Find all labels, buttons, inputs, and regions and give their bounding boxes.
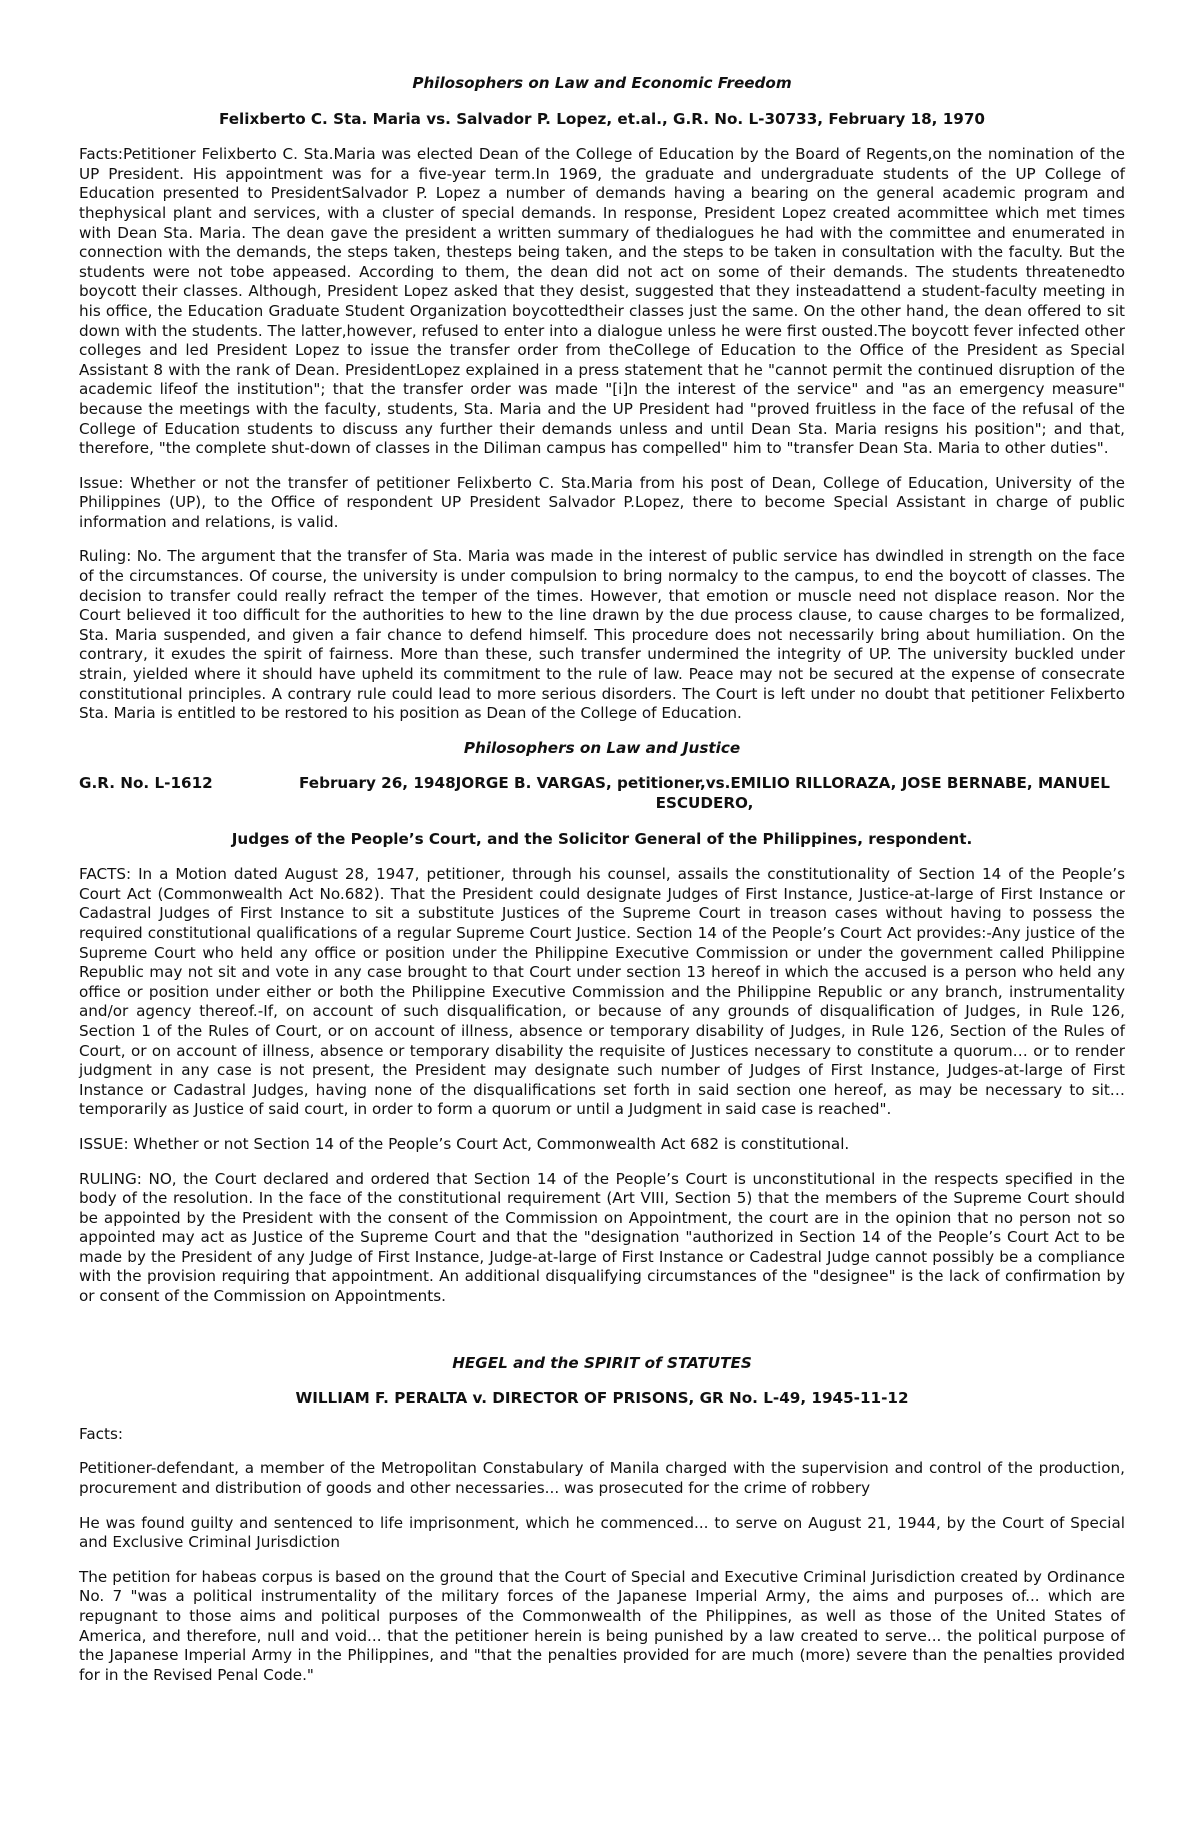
- case-title-peralta: WILLIAM F. PERALTA v. DIRECTOR OF PRISONS, GR No. L-49, 1945-11-12: [295, 1389, 909, 1408]
- document-page: [79, 74, 1125, 1700]
- section-heading-hegel: HEGEL and the SPIRIT of STATUTES: [452, 1353, 752, 1372]
- facts-paragraph: He was found guilty and sentenced to life imprisonment, which he commenced... to serve on August 21, 1944, by the Court of Special and Exclusive Criminal Jurisdiction: [79, 1513, 1125, 1552]
- facts-paragraph: The petition for habeas corpus is based on the ground that the Court of Special and Executive Criminal Jurisdiction created by Ordinance No. 7 "was a political instrumentality of the military forces of the Japanese Imperial Army, the aims and purposes of... which are repugnant to those aims and political purposes of the Commonwealth of the Philippines, as well as those of the United States of America, and therefore, null and void... that the petitioner herein is being punished by a law created to serve... the political purpose of the Japanese Imperial Army in the Philippines, and "that the penalties provided for are much (more) severe than the penalties provided for in the Revised Penal Code.": [79, 1567, 1125, 1684]
- facts-label: Facts:: [79, 1424, 123, 1443]
- issue-paragraph: ISSUE: Whether or not Section 14 of the People’s Court Act, Commonwealth Act 682 is constitutional.: [79, 1134, 850, 1153]
- facts-paragraph: FACTS: In a Motion dated August 28, 1947, petitioner, through his counsel, assails the constitutionality of Section 14 of the People’s Court Act (Commonwealth Act No.682). That the President could designate Judges of First Instance, Justice-at-large of First Instance or Cadastral Judges of First Instance to sit a substitute Justices of the Supreme Court in treason cases without having to possess the required constitutional qualifications of a regular Supreme Court Justice. Section 14 of the People’s Court Act provides:-Any justice of the Supreme Court who held any office or position under the Philippine Executive Commission or under the government called Philippine Republic may not sit and vote in any case brought to that Court under section 13 hereof in which the accused is a person who held any office or position under either or both the Philippine Executive Commission and the Philippine Republic or any branch, instrumentality and/or agency thereof.-If, on account of such disqualification, or because of any grounds of disqualification of Judges, in Rule 126, Section 1 of the Rules of Court, or on account of illness, absence or temporary disability of Judges, in Rule 126, Section of the Rules of Court, or on account of illness, absence or temporary disability the requisite of Justices necessary to constitute a quorum… or to render judgment in any case is not present, the President may designate such number of Judges of First Instance, Judges-at-large of First Instance or Cadastral Judges, having none of the disqualifications set forth in said section one hereof, as may be necessary to sit…temporarily as Justice of said court, in order to form a quorum or until a Judgment in said case is reached".: [79, 865, 1125, 1119]
- gr-number: G.R. No. L-1612: [79, 774, 213, 793]
- ruling-paragraph: RULING: NO, the Court declared and ordered that Section 14 of the People’s Court is unconstitutional in the respects specified in the body of the resolution. In the face of the constitutional requirement (Art VIII, Section 5) that the members of the Supreme Court should be appointed by the President with the consent of the Commission on Appointment, the court are in the opinion that no person not so appointed may act as Justice of the Supreme Court and that the "designation "authorized in Section 14 of the People’s Court Act to be made by the President of any Judge of First Instance, Judge-at-large of First Instance or Cadestral Judge cannot possibly be a compliance with the provision requiring that appointment. An additional disqualifying circumstances of the "designee" is the lack of confirmation by or consent of the Commission on Appointments.: [79, 1169, 1125, 1306]
- section-heading-economic-freedom: Philosophers on Law and Economic Freedom: [412, 74, 792, 92]
- case-title-sta-maria: Felixberto C. Sta. Maria vs. Salvador P. Lopez, et.al., G.R. No. L-30733, February 18, 1970: [219, 109, 985, 128]
- case-header-vargas: [79, 774, 1125, 813]
- issue-paragraph: Issue: Whether or not the transfer of petitioner Felixberto C. Sta.Maria from his post of Dean, College of Education, University of the Philippines (UP), to the Office of respondent UP President Salvador P.Lopez, there to become Special Assistant in charge of public information and relations, is valid.: [79, 473, 1125, 531]
- facts-paragraph: Petitioner-defendant, a member of the Metropolitan Constabulary of Manila charged with the supervision and control of the production, procurement and distribution of goods and other necessaries... was prosecuted for the crime of robbery: [79, 1459, 1125, 1498]
- section-heading-law-and-justice: Philosophers on Law and Justice: [463, 738, 741, 757]
- case-respondents: Judges of the People’s Court, and the Solicitor General of the Philippines, respondent.: [231, 829, 973, 848]
- facts-paragraph: Facts:Petitioner Felixberto C. Sta.Maria was elected Dean of the College of Education by the Board of Regents,on the nomination of the UP President. His appointment was for a five-year term.In 1969, the graduate and undergraduate students of the UP College of Education presented to PresidentSalvador P. Lopez a number of demands having a bearing on the general academic program and thephysical plant and services, with a cluster of special demands. In response, President Lopez created acommittee which met times with Dean Sta. Maria. The dean gave the president a written summary of thedialogues he had with the committee and enumerated in connection with the demands, the steps taken, thesteps being taken, and the steps to be taken in consultation with the faculty. But the students were not tobe appeased. According to them, the dean did not act on some of their demands. The students threatenedto boycott their classes. Although, President Lopez asked that they desist, suggested that they insteadattend a student-faculty meeting in his office, the Education Graduate Student Organization boycottedtheir classes just the same. On the other hand, the dean offered to sit down with the students. The latter,however, refused to enter into a dialogue unless he were first ousted.The boycott fever infected other colleges and led President Lopez to issue the transfer order from theCollege of Education to the Office of the President as Special Assistant 8 with the rank of Dean. PresidentLopez explained in a press statement that he "cannot permit the continued disruption of the academic lifeof the institution"; that the transfer order was made "[i]n the interest of the service" and "as an emergency measure" because the meetings with the faculty, students, Sta. Maria and the UP President had "proved fruitless in the face of the refusal of the College of Education students to discuss any further their demands unless and until Dean Sta. Maria resigns his position"; and that, therefore, "the complete shut-down of classes in the Diliman campus has compelled" him to "transfer Dean Sta. Maria to other duties".: [79, 145, 1125, 458]
- ruling-paragraph: Ruling: No. The argument that the transfer of Sta. Maria was made in the interest of public service has dwindled in strength on the face of the circumstances. Of course, the university is under compulsion to bring normalcy to the campus, to end the boycott of classes. The decision to transfer could really refract the temper of the times. However, that emotion or muscle need not displace reason. Nor the Court believed it too difficult for the authorities to hew to the line drawn by the due process clause, to cause charges to be formalized, Sta. Maria suspended, and given a fair chance to defend himself. This procedure does not necessarily bring about humiliation. On the contrary, it exudes the spirit of fairness. More than these, such transfer undermined the integrity of UP. The university buckled under strain, yielded where it should have upheld its commitment to the rule of law. Peace may not be secured at the expense of consecrate constitutional principles. A contrary rule could lead to more serious disorders. The Court is left under no doubt that petitioner Felixberto Sta. Maria is entitled to be restored to his position as Dean of the College of Education.: [79, 547, 1125, 723]
- case-title-vargas: February 26, 1948JORGE B. VARGAS, petitioner,vs.EMILIO RILLORAZA, JOSE BERNABE, MANUEL ESCUDERO,: [299, 774, 1110, 812]
- spacer: [79, 1322, 1125, 1354]
